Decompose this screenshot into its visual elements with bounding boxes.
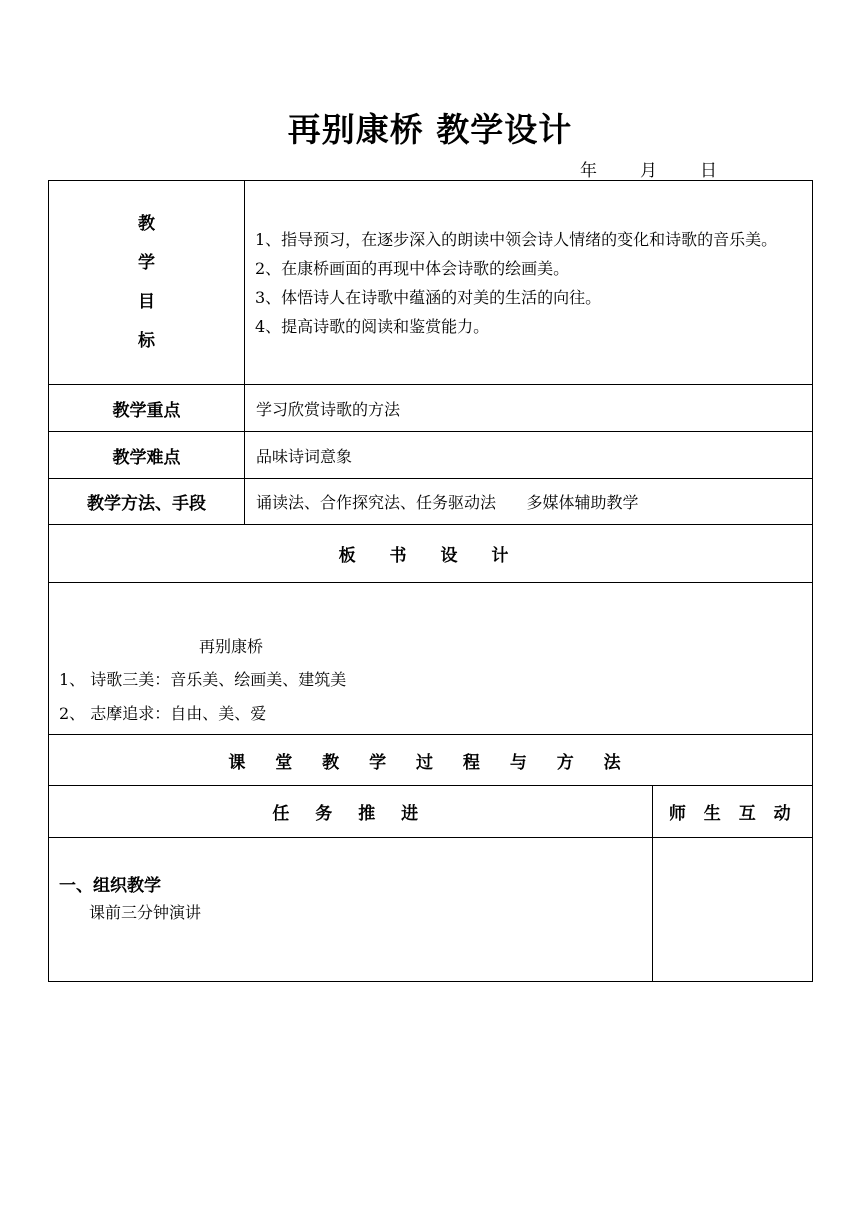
difficulty-row: [49, 432, 813, 479]
methods-label: 教学方法、手段: [49, 479, 245, 525]
goals-label-char: 目: [138, 291, 155, 312]
date-day: 日: [700, 161, 717, 181]
board-design-content: [49, 583, 813, 735]
goal-item: 2、在康桥画面的再现中体会诗歌的绘画美。: [255, 258, 570, 278]
step-text: 课前三分钟演讲: [89, 903, 202, 922]
key-point-row: [49, 385, 813, 432]
board-heading-row: [49, 525, 813, 583]
date-year: 年: [580, 161, 597, 181]
goals-label-char: 标: [138, 330, 155, 351]
key-point-value: 学习欣赏诗歌的方法: [245, 385, 813, 432]
page-title: 再别康桥 教学设计: [287, 110, 573, 149]
goals-content: [245, 181, 813, 385]
interaction-cell: [652, 838, 813, 981]
lesson-plan-table: [48, 180, 813, 982]
difficulty-label: 教学难点: [49, 432, 245, 479]
goal-item: 1、指导预习，在逐步深入的朗读中领会诗人情绪的变化和诗歌的音乐美。: [255, 229, 778, 249]
key-point-label: 教学重点: [49, 385, 245, 432]
board-line: 2、 志摩追求：自由、美、爱: [59, 704, 267, 723]
board-line: 1、 诗歌三美：音乐美、绘画美、建筑美: [59, 670, 347, 689]
goal-item: 3、体悟诗人在诗歌中蕴涵的对美的生活的向往。: [255, 287, 602, 307]
process-heading-row: [49, 735, 813, 786]
date-month: 月: [640, 161, 657, 181]
goals-label-char: 学: [138, 252, 155, 273]
board-design-heading: 板 书 设 计: [49, 525, 813, 583]
board-content-row: [49, 583, 813, 735]
methods-row: [49, 479, 813, 525]
goals-row: [49, 181, 813, 385]
methods-value: 诵读法、合作探究法、任务驱动法 多媒体辅助教学: [245, 479, 813, 525]
task-column-header: 任 务 推 进: [272, 804, 429, 824]
board-title: 再别康桥: [199, 637, 264, 656]
process-heading: 课 堂 教 学 过 程 与 方 法: [49, 735, 813, 786]
process-columns-row: [49, 786, 813, 838]
step-title: 一、组织教学: [59, 876, 161, 896]
goal-item: 4、提高诗歌的阅读和鉴赏能力。: [255, 316, 490, 336]
goals-label: [49, 181, 245, 385]
goals-label-char: 教: [138, 213, 155, 234]
process-step-row: [49, 838, 813, 982]
difficulty-value: 品味诗词意象: [245, 432, 813, 479]
task-cell: [49, 838, 652, 981]
interaction-column-header: 师 生 互 动: [652, 786, 813, 837]
